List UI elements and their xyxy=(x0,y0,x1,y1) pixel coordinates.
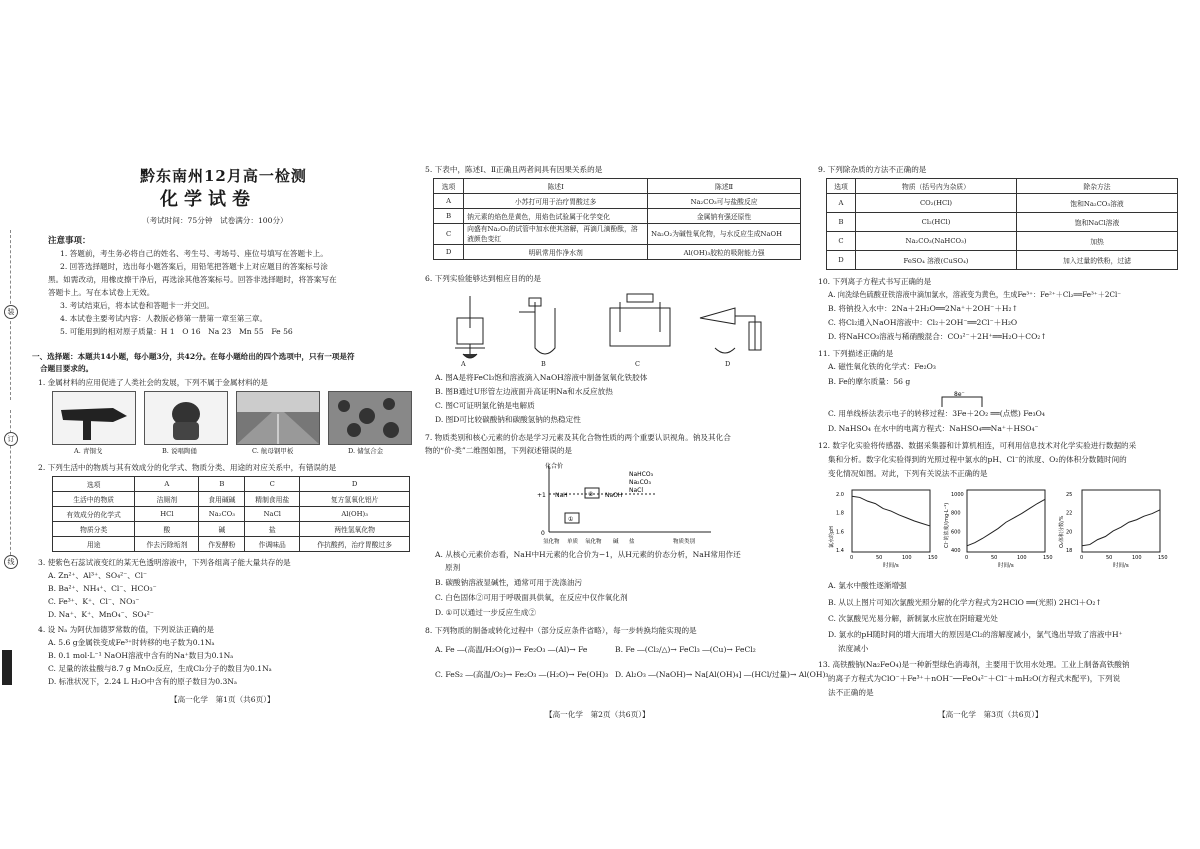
q12-option-d-cont: 浓度减小 xyxy=(838,644,869,653)
sensor-x-tick: 150 xyxy=(928,555,938,561)
chart-x-label: 单质 xyxy=(567,539,579,545)
q12-option-d: D. 氯水的pH随时间的增大而增大的原因是Cl₂的溶解度减小，氯气逸出导致了溶液中H⁺ xyxy=(828,630,1123,639)
sensor-x-tick: 0 xyxy=(850,555,854,561)
q3-option-b: B. Ba²⁺、NH₄⁺、Cl⁻、HCO₃⁻ xyxy=(48,584,157,593)
sensor-y-tick: 22 xyxy=(1066,510,1073,517)
sensor-y-tick: 1.4 xyxy=(836,548,844,554)
table-cell: A xyxy=(827,194,856,213)
question-13-cont: 的离子方程式为ClO⁻＋Fe³⁺＋nOH⁻──FeO₄²⁻＋Cl⁻＋mH₂O(方程式未配平)，下列说 xyxy=(828,674,1121,683)
table-cell: 饱和NaCl溶液 xyxy=(1017,213,1178,232)
sensor-x-tick: 0 xyxy=(965,555,969,561)
sensor-x-tick: 100 xyxy=(902,555,912,561)
table-cell: 作发酵粉 xyxy=(199,537,245,552)
page-1 xyxy=(30,0,412,849)
notice-line: 5. 可能用到的相对原子质量：H 1 O 16 Na 23 Mn 55 Fe 56 xyxy=(60,327,293,336)
table-cell: 金属钠有强还原性 xyxy=(648,209,801,224)
sensor-x-tick: 150 xyxy=(1158,555,1168,561)
table-cell: 食用碱碱 xyxy=(199,492,245,507)
table-cell: B xyxy=(434,209,464,224)
sensor-y-tick: 400 xyxy=(951,548,961,554)
q6-option-d: D. 图D可比较碳酸钠和碳酸氢钠的热稳定性 xyxy=(435,415,581,424)
table-cell: Na₂O₂为碱性氧化物，与水反应生成NaOH xyxy=(648,224,801,245)
table-cell: A xyxy=(135,477,199,492)
question-6: 6. 下列实验能够达到相应目的的是 xyxy=(425,274,541,283)
chart-point-na2co3: Na₂CO₃ xyxy=(629,479,651,486)
sensor-y-tick: 800 xyxy=(951,510,961,517)
sensor-y-tick: 1.6 xyxy=(836,529,844,536)
chart-x-label: 盐 xyxy=(629,539,635,545)
electron-count-label: 8e⁻ xyxy=(954,391,965,398)
q1-caption-c: C. 航母钢甲板 xyxy=(252,447,294,455)
q11-option-a: A. 磁性氧化铁的化学式：Fe₂O₃ xyxy=(828,362,936,371)
table-cell: 陈述Ⅱ xyxy=(648,179,801,194)
table-row xyxy=(53,492,410,507)
q5-table xyxy=(433,178,801,260)
q8-option-d: D. Al₂O₃ ―(NaOH)→ Na[Al(OH)₄] ―(HCl/过量)→ Al(OH)₃ xyxy=(615,670,829,679)
table-header-row xyxy=(434,179,801,194)
q8-option-a: A. Fe ―(高温/H₂O(g))→ Fe₂O₃ ―(Al)→ Fe xyxy=(435,645,588,654)
q6-label-a: A xyxy=(461,360,466,368)
table-cell: 钠元素的焰色是黄色，用焰色试验属于化学变化 xyxy=(464,209,648,224)
table-cell: 生活中的物质 xyxy=(53,492,135,507)
sensor-chart-frame xyxy=(967,490,1045,552)
chart-x-label: 氧化物 xyxy=(585,539,602,545)
notice-line: 4. 本试卷主要考试内容：人教版必修第一册第一章至第三章。 xyxy=(60,314,268,323)
q11-option-b: B. Fe的摩尔质量：56 g xyxy=(828,377,911,386)
sensor-x-tick: 50 xyxy=(991,555,998,561)
table-cell: 选项 xyxy=(53,477,135,492)
sensor-y-tick: 1.8 xyxy=(836,510,844,517)
q3-option-c: C. Fe³⁺、K⁺、Cl⁻、NO₃⁻ xyxy=(48,597,140,606)
notice-line: 3. 考试结束后，将本试卷和答题卡一并交回。 xyxy=(60,301,214,310)
table-cell: 酸 xyxy=(135,522,199,537)
q8-option-c: C. FeS₂ ―(高温/O₂)→ Fe₂O₃ ―(H₂O)→ Fe(OH)₃ xyxy=(435,670,609,679)
page-footer: 【高一化学 第1页（共6页）】 xyxy=(170,695,275,704)
table-row xyxy=(434,209,801,224)
question-12-cont: 集和分析。数字化实验得到的光照过程中氯水的pH、Cl⁻的浓度、O₂的体积分数随时间的 xyxy=(828,455,1127,464)
table-cell: 两性氢氧化物 xyxy=(300,522,410,537)
sensor-x-tick: 50 xyxy=(876,555,883,561)
sensor-y-label: Cl⁻的浓度/(mg·L⁻¹) xyxy=(944,502,950,548)
q3-option-d: D. Na⁺、K⁺、MnO₄⁻、SO₄²⁻ xyxy=(48,610,154,619)
binding-ring-1: 装 xyxy=(4,305,18,319)
sensor-x-tick: 0 xyxy=(1080,555,1084,561)
question-7: 7. 物质类别和核心元素的价态是学习元素及其化合物性质的两个重要认识视角。钠及其化合 xyxy=(425,433,731,442)
chart-point-nahco3: NaHCO₃ xyxy=(629,471,653,478)
question-12-cont: 变化情况如图。对此，下列有关说法不正确的是 xyxy=(828,469,988,478)
notice-line: 1. 答题前，考生务必将自己的姓名、考生号、考场号、座位号填写在答题卡上。 xyxy=(60,249,328,258)
table-cell: 作抗酸药，治疗胃酸过多 xyxy=(300,537,410,552)
q10-option-b: B. 将钠投入水中：2Na＋2H₂O══2Na⁺＋2OH⁻＋H₂↑ xyxy=(828,304,1018,313)
sensor-y-tick: 25 xyxy=(1066,492,1073,498)
chart-x-label: 碱 xyxy=(613,539,619,545)
exam-title: 黔东南州12月高一检测 xyxy=(140,167,307,185)
q6-label-d: D xyxy=(725,360,731,368)
table-cell: D xyxy=(300,477,410,492)
q6-label-c: C xyxy=(635,360,640,368)
q10-option-d: D. 将NaHCO₃溶液与稀硝酸混合：CO₃²⁻＋2H⁺══H₂O＋CO₂↑ xyxy=(828,332,1047,341)
chart-point-naoh: NaOH xyxy=(605,492,623,499)
chart-point-1: ① xyxy=(568,516,574,523)
chart-x-label: 物质类别 xyxy=(673,539,696,545)
table-cell: 饱和Na₂CO₃溶液 xyxy=(1017,194,1178,213)
carrier-deck-image xyxy=(236,391,320,445)
table-cell: Cl₂(HCl) xyxy=(856,213,1017,232)
q4-option-a: A. 5.6 g金属铁变成Fe³⁺时转移的电子数为0.1Nₐ xyxy=(48,638,215,647)
chart-y-tick: 0 xyxy=(541,530,545,537)
question-12: 12. 数字化实验将传感器、数据采集器和计算机相连，可利用信息技术对化学实验进行数据的采 xyxy=(818,441,1137,450)
question-13-cont: 法不正确的是 xyxy=(828,688,874,697)
q12-option-a: A. 氯水中酸性逐渐增强 xyxy=(828,581,907,590)
table-cell: C xyxy=(827,232,856,251)
table-cell: 选项 xyxy=(827,179,856,194)
table-cell: 明矾常用作净水剂 xyxy=(464,245,648,260)
q7-option-c: C. 白色固体②可用于呼吸面具供氧，在反应中仅作氧化剂 xyxy=(435,593,628,602)
q10-option-c: C. 将Cl₂通入NaOH溶液中：Cl₂＋2OH⁻══2Cl⁻＋H₂O xyxy=(828,318,1018,327)
notice-line: 答题卡上。写在本试卷上无效。 xyxy=(48,288,155,297)
sensor-y-tick: 2.0 xyxy=(836,492,844,498)
q7-option-b: B. 碳酸钠溶液显碱性，通常可用于洗涤油污 xyxy=(435,578,583,587)
table-cell: 陈述Ⅰ xyxy=(464,179,648,194)
question-3: 3. 使紫色石蕊试液变红的某无色透明溶液中，下列各组离子能大量共存的是 xyxy=(38,558,291,567)
table-cell: 选项 xyxy=(434,179,464,194)
q3-option-a: A. Zn²⁺、Al³⁺、SO₄²⁻、Cl⁻ xyxy=(48,571,148,580)
sensor-x-tick: 150 xyxy=(1043,555,1053,561)
table-cell: 作调味品 xyxy=(245,537,300,552)
table-row xyxy=(434,194,801,209)
q12-option-b: B. 从以上图片可知次氯酸光照分解的化学方程式为2HClO ══(光照) 2HCl＋O₂↑ xyxy=(828,598,1102,607)
sensor-x-tick: 50 xyxy=(1106,555,1113,561)
question-8: 8. 下列物质的制备或转化过程中（部分反应条件省略），每一步转换均能实现的是 xyxy=(425,626,697,635)
q7-option-d: D. ①可以通过一步反应生成② xyxy=(435,608,536,617)
sensor-x-tick: 100 xyxy=(1017,555,1027,561)
question-13: 13. 高铁酸钠(Na₂FeO₄)是一种新型绿色消毒剂，主要用于饮用水处理。工业上制备高铁酸钠 xyxy=(818,660,1130,669)
sensor-y-tick: 20 xyxy=(1066,529,1073,536)
question-10: 10. 下列离子方程式书写正确的是 xyxy=(818,277,932,286)
table-cell: 用途 xyxy=(53,537,135,552)
binding-ring-2: 订 xyxy=(4,432,18,446)
chart-y-tick: +1 xyxy=(537,492,546,499)
table-cell: FeSO₄ 溶液(CuSO₄) xyxy=(856,251,1017,270)
table-row xyxy=(827,194,1178,213)
q4-option-c: C. 足量的浓盐酸与8.7 g MnO₂反应，生成Cl₂分子的数目为0.1Nₐ xyxy=(48,664,272,673)
table-cell: 碱 xyxy=(199,522,245,537)
sensor-chart-line xyxy=(967,499,1045,546)
q12-sensor-charts xyxy=(828,484,1178,574)
q8-option-b: B. Fe ―(Cl₂/△)→ FeCl₃ ―(Cu)→ FeCl₂ xyxy=(615,645,756,654)
page-footer: 【高一化学 第2页（共6页）】 xyxy=(545,710,650,719)
notice-line: 2. 回答选择题时，选出每小题答案后，用铅笔把答题卡上对应题目的答案标号涂 xyxy=(60,262,328,271)
q7-valence-class-chart xyxy=(525,460,715,546)
table-cell: 物质（括号内为杂质） xyxy=(856,179,1017,194)
sensor-x-label: 时间/s xyxy=(883,563,899,569)
table-cell: HCl xyxy=(135,507,199,522)
q4-option-b: B. 0.1 mol·L⁻¹ NaOH溶液中含有的Na⁺数目为0.1Nₐ xyxy=(48,651,234,660)
page-footer: 【高一化学 第3页（共6页）】 xyxy=(938,710,1043,719)
table-cell: C xyxy=(245,477,300,492)
table-row xyxy=(434,224,801,245)
question-1: 1. 金属材料的应用促进了人类社会的发展，下列不属于金属材料的是 xyxy=(38,378,268,387)
table-row xyxy=(53,522,410,537)
table-cell: 物质分类 xyxy=(53,522,135,537)
table-cell: 作去污除垢剂 xyxy=(135,537,199,552)
q10-option-a: A. 向洗绿色硫酸亚铁溶液中滴加氯水，溶液变为黄色，生成Fe³⁺：Fe²⁺＋Cl₂══Fe³⁺＋2Cl⁻ xyxy=(828,290,1122,299)
question-7-cont: 物的“价-类”二维图如图，下列叙述错误的是 xyxy=(425,446,573,455)
exam-subtitle: 化学试卷 xyxy=(160,189,256,210)
table-cell: 除杂方法 xyxy=(1017,179,1178,194)
question-9: 9. 下列除杂质的方法不正确的是 xyxy=(818,165,927,174)
page-2 xyxy=(425,0,829,849)
q12-option-c: C. 次氯酸见光易分解，新制氯水应放在阴暗避光处 xyxy=(828,614,998,623)
chart-point-nah: NaH xyxy=(555,492,568,499)
sensor-y-tick: 1000 xyxy=(951,492,964,498)
table-cell: D xyxy=(434,245,464,260)
q2-table xyxy=(52,476,410,552)
table-cell: 有效成分的化学式 xyxy=(53,507,135,522)
table-cell: D xyxy=(827,251,856,270)
barcode-mark xyxy=(2,650,12,685)
table-row xyxy=(53,537,410,552)
q4-option-d: D. 标准状况下，2.24 L H₂O中含有的原子数目为0.3Nₐ xyxy=(48,677,237,686)
q6-apparatus-figures xyxy=(435,288,795,364)
q7-option-a: A. 从核心元素价态看，NaH中H元素的化合价为−1，从H元素的价态分析，NaH常用作还 xyxy=(435,550,741,559)
q7-option-a-cont: 原剂 xyxy=(445,563,461,572)
q11-option-c: C. 用单线桥法表示电子的转移过程：3Fe＋2O₂ ══(点燃) Fe₃O₄ xyxy=(828,409,1045,418)
sensor-y-label: 氯水的pH xyxy=(829,526,835,548)
table-cell: Na₂CO₃(NaHCO₃) xyxy=(856,232,1017,251)
q6-option-c: C. 图C可证明氯化钠是电解质 xyxy=(435,401,535,410)
notice-title: 注意事项： xyxy=(48,236,91,246)
table-cell: 精制食用盐 xyxy=(245,492,300,507)
table-row xyxy=(53,507,410,522)
binding-ring-3: 线 xyxy=(4,555,18,569)
question-5: 5. 下表中，陈述Ⅰ、Ⅱ正确且两者间具有因果关系的是 xyxy=(425,165,603,174)
table-cell: B xyxy=(199,477,245,492)
table-cell: CO₂(HCl) xyxy=(856,194,1017,213)
table-row xyxy=(827,232,1178,251)
bronze-dagger-image xyxy=(52,391,136,445)
exam-info: （考试时间：75分钟 试卷满分：100分） xyxy=(142,216,288,225)
table-row xyxy=(434,245,801,260)
hydrogen-alloy-image xyxy=(328,391,412,445)
sensor-x-tick: 100 xyxy=(1132,555,1142,561)
table-row xyxy=(827,213,1178,232)
table-cell: 洁厕剂 xyxy=(135,492,199,507)
chart-point-2: ② xyxy=(588,491,594,498)
sensor-chart-line xyxy=(852,496,930,526)
sensor-x-label: 时间/s xyxy=(998,563,1014,569)
notice-line: 黑。如需改动，用橡皮擦干净后，再选涂其他答案标号。回答非选择题时，将答案写在 xyxy=(48,275,337,284)
table-cell: C xyxy=(434,224,464,245)
q11-option-d: D. NaHSO₄ 在水中的电离方程式：NaHSO₄══Na⁺＋HSO₄⁻ xyxy=(828,424,1039,433)
q9-table xyxy=(826,178,1178,270)
question-4: 4. 设 Nₐ 为阿伏加德罗常数的值，下列说法正确的是 xyxy=(38,625,214,634)
table-cell: A xyxy=(434,194,464,209)
table-cell: Na₂CO₃ xyxy=(199,507,245,522)
pottery-figure-image xyxy=(144,391,228,445)
table-header-row xyxy=(827,179,1178,194)
table-cell: 向盛有Na₂O₂的试管中加水使其溶解，再滴几滴酚酞，溶液颜色变红 xyxy=(464,224,648,245)
table-cell: 盐 xyxy=(245,522,300,537)
sensor-chart-line xyxy=(1082,510,1160,546)
q1-caption-a: A. 青铜戈 xyxy=(74,447,103,455)
table-cell: Na₂CO₃可与盐酸反应 xyxy=(648,194,801,209)
question-2: 2. 下列生活中的物质与其有效成分的化学式、物质分类、用途的对应关系中，有错误的是 xyxy=(38,463,337,472)
sensor-x-label: 时间/s xyxy=(1113,563,1129,569)
table-cell: 加入过量的铁粉，过滤 xyxy=(1017,251,1178,270)
table-cell: NaCl xyxy=(245,507,300,522)
table-row xyxy=(827,251,1178,270)
binding-margin xyxy=(0,0,26,849)
table-cell: B xyxy=(827,213,856,232)
table-cell: Al(OH)₃ xyxy=(300,507,410,522)
section-heading-cont: 合题目要求的。 xyxy=(40,364,94,373)
table-cell: Al(OH)₃胶粒的吸附能力强 xyxy=(648,245,801,260)
chart-y-label: 化合价 xyxy=(545,463,564,470)
sensor-y-tick: 18 xyxy=(1066,548,1073,554)
table-cell: 小苏打可用于治疗胃酸过多 xyxy=(464,194,648,209)
q6-option-b: B. 图B通过U形管左边液面升高证明Na和水反应放热 xyxy=(435,387,613,396)
table-cell: 加热 xyxy=(1017,232,1178,251)
table-header-row xyxy=(53,477,410,492)
table-cell: 复方氢氧化铝片 xyxy=(300,492,410,507)
q6-label-b: B xyxy=(541,360,546,368)
q1-caption-d: D. 储氢合金 xyxy=(348,447,384,455)
sensor-y-label: O₂体积分数/% xyxy=(1059,515,1065,548)
sensor-y-tick: 600 xyxy=(951,529,961,536)
chart-x-label: 氢化物 xyxy=(543,539,560,545)
section-heading: 一、选择题：本题共14小题，每小题3分，共42分。在每小题给出的四个选项中，只有一项是符 xyxy=(32,352,355,361)
question-11: 11. 下列描述正确的是 xyxy=(818,349,894,358)
q1-caption-b: B. 说唱陶俑 xyxy=(162,447,197,455)
chart-point-nacl: NaCl xyxy=(629,487,644,494)
sensor-chart-frame xyxy=(1082,490,1160,552)
q6-option-a: A. 图A是将FeCl₃饱和溶液滴入NaOH溶液中制备氢氧化铁胶体 xyxy=(435,373,648,382)
electron-transfer-arrow xyxy=(936,391,996,409)
page-3 xyxy=(818,0,1178,849)
